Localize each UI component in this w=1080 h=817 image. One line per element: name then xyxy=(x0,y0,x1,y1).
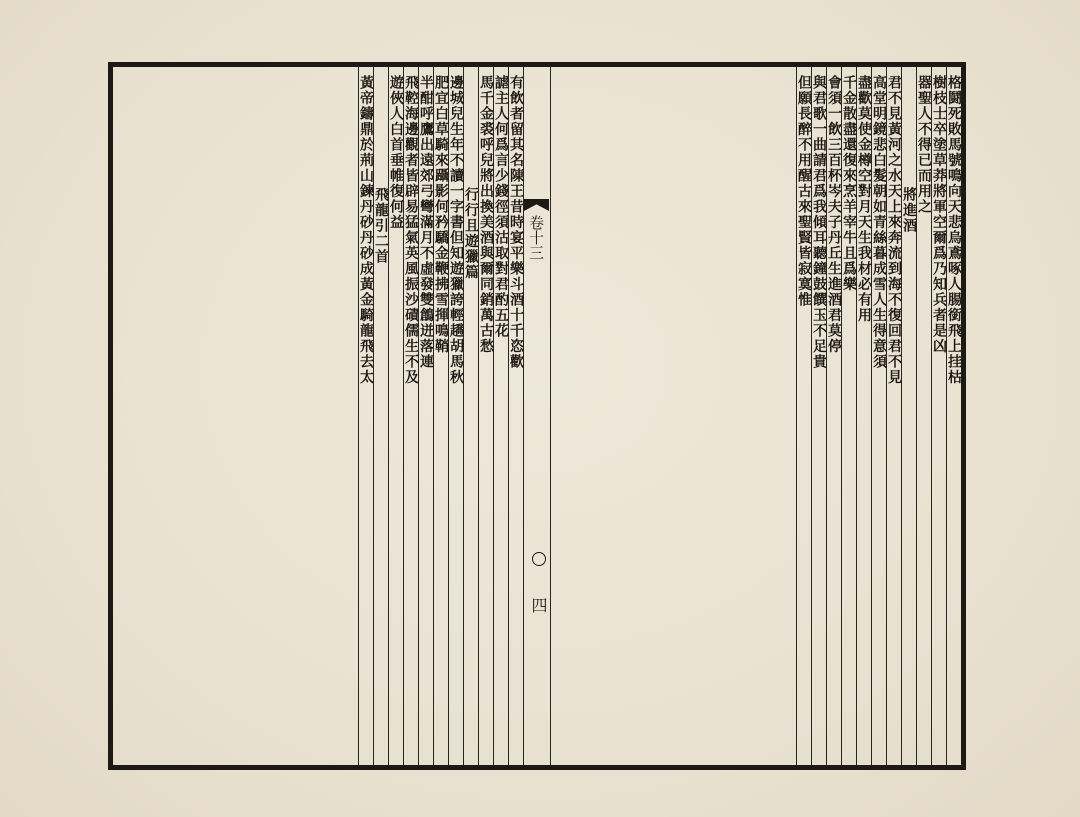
column-text: 會須一飲三百杯岑夫子丹丘生進酒君莫停 xyxy=(826,75,842,354)
column-text: 半酣呼鷹出遠郊弓彎滿月不虛發雙鶬迸落連 xyxy=(418,75,434,370)
column-text: 器聖人不得已而用之 xyxy=(916,75,932,215)
text-column xyxy=(388,67,403,765)
text-column xyxy=(448,67,463,765)
text-column xyxy=(508,67,523,765)
column-text: 謔主人何爲言少錢徑須沽取對君酌五花 xyxy=(493,75,509,339)
text-column xyxy=(478,67,493,765)
column-text: 君不見黃河之水天上來奔流到海不復回君不見 xyxy=(886,75,902,385)
text-column xyxy=(493,67,508,765)
poem-title: 行行且遊獵篇 xyxy=(463,187,479,280)
column-text: 黃帝鑄鼎於荊山鍊丹砂丹砂成黃金騎龍飛去太 xyxy=(358,75,374,385)
column-text: 飛鞚海邊觀者皆辟易猛氣英風振沙磧儒生不及 xyxy=(403,75,419,385)
column-text: 千金散盡還復來烹羊宰牛且爲樂 xyxy=(841,75,857,292)
poem-title: 飛龍引二首 xyxy=(373,187,389,265)
text-column xyxy=(946,67,961,765)
text-column xyxy=(826,67,841,765)
poem-title-column xyxy=(463,67,478,765)
spine-circle-mark xyxy=(532,552,546,566)
poem-title: 將進酒 xyxy=(901,187,917,234)
column-text: 盡歡莫使金樽空對月天生我材必有用 xyxy=(856,75,872,323)
text-column xyxy=(358,67,373,765)
left-half-page xyxy=(113,67,523,765)
column-text: 樹枝士卒塗草莽將軍空爾爲乃知兵者是凶 xyxy=(931,75,947,354)
column-text: 邊城兒生年不讀一字書但知遊獵誇輕趫胡馬秋 xyxy=(448,75,464,385)
text-column xyxy=(886,67,901,765)
text-column xyxy=(433,67,448,765)
right-half-page xyxy=(541,67,961,765)
column-text: 但願長醉不用醒古來聖賢皆寂寞惟 xyxy=(796,75,812,308)
column-text: 遊俠人白首垂帷復何益 xyxy=(388,75,404,230)
text-column xyxy=(931,67,946,765)
poem-title-column xyxy=(373,67,388,765)
text-column xyxy=(796,67,811,765)
text-frame xyxy=(108,62,966,770)
poem-title-column xyxy=(901,67,916,765)
folio-title: 卷十三 xyxy=(527,215,545,260)
text-column xyxy=(418,67,433,765)
text-column xyxy=(916,67,931,765)
fishtail-mark xyxy=(524,199,549,211)
block-center-spine xyxy=(523,67,551,765)
text-column xyxy=(871,67,886,765)
column-text: 高堂明鏡悲白髮朝如青絲暮成雪人生得意須 xyxy=(871,75,887,370)
folio-number: 四 xyxy=(529,597,548,613)
text-column xyxy=(856,67,871,765)
text-column xyxy=(403,67,418,765)
column-text: 與君歌一曲請君爲我傾耳聽鐘鼓饌玉不足貴 xyxy=(811,75,827,370)
column-text: 馬千金裘呼兒將出換美酒與爾同銷萬古愁 xyxy=(478,75,494,354)
column-text: 有飲者留其名陳王昔時宴平樂斗酒十千恣歡 xyxy=(508,75,524,370)
column-text: 格鬪死敗馬號鳴向天悲烏鳶啄人腸銜飛上挂枯 xyxy=(946,75,962,385)
text-column xyxy=(811,67,826,765)
text-column xyxy=(841,67,856,765)
column-text: 肥宜白草騎來躡影何矜驕金鞭拂雪揮鳴鞘 xyxy=(433,75,449,354)
